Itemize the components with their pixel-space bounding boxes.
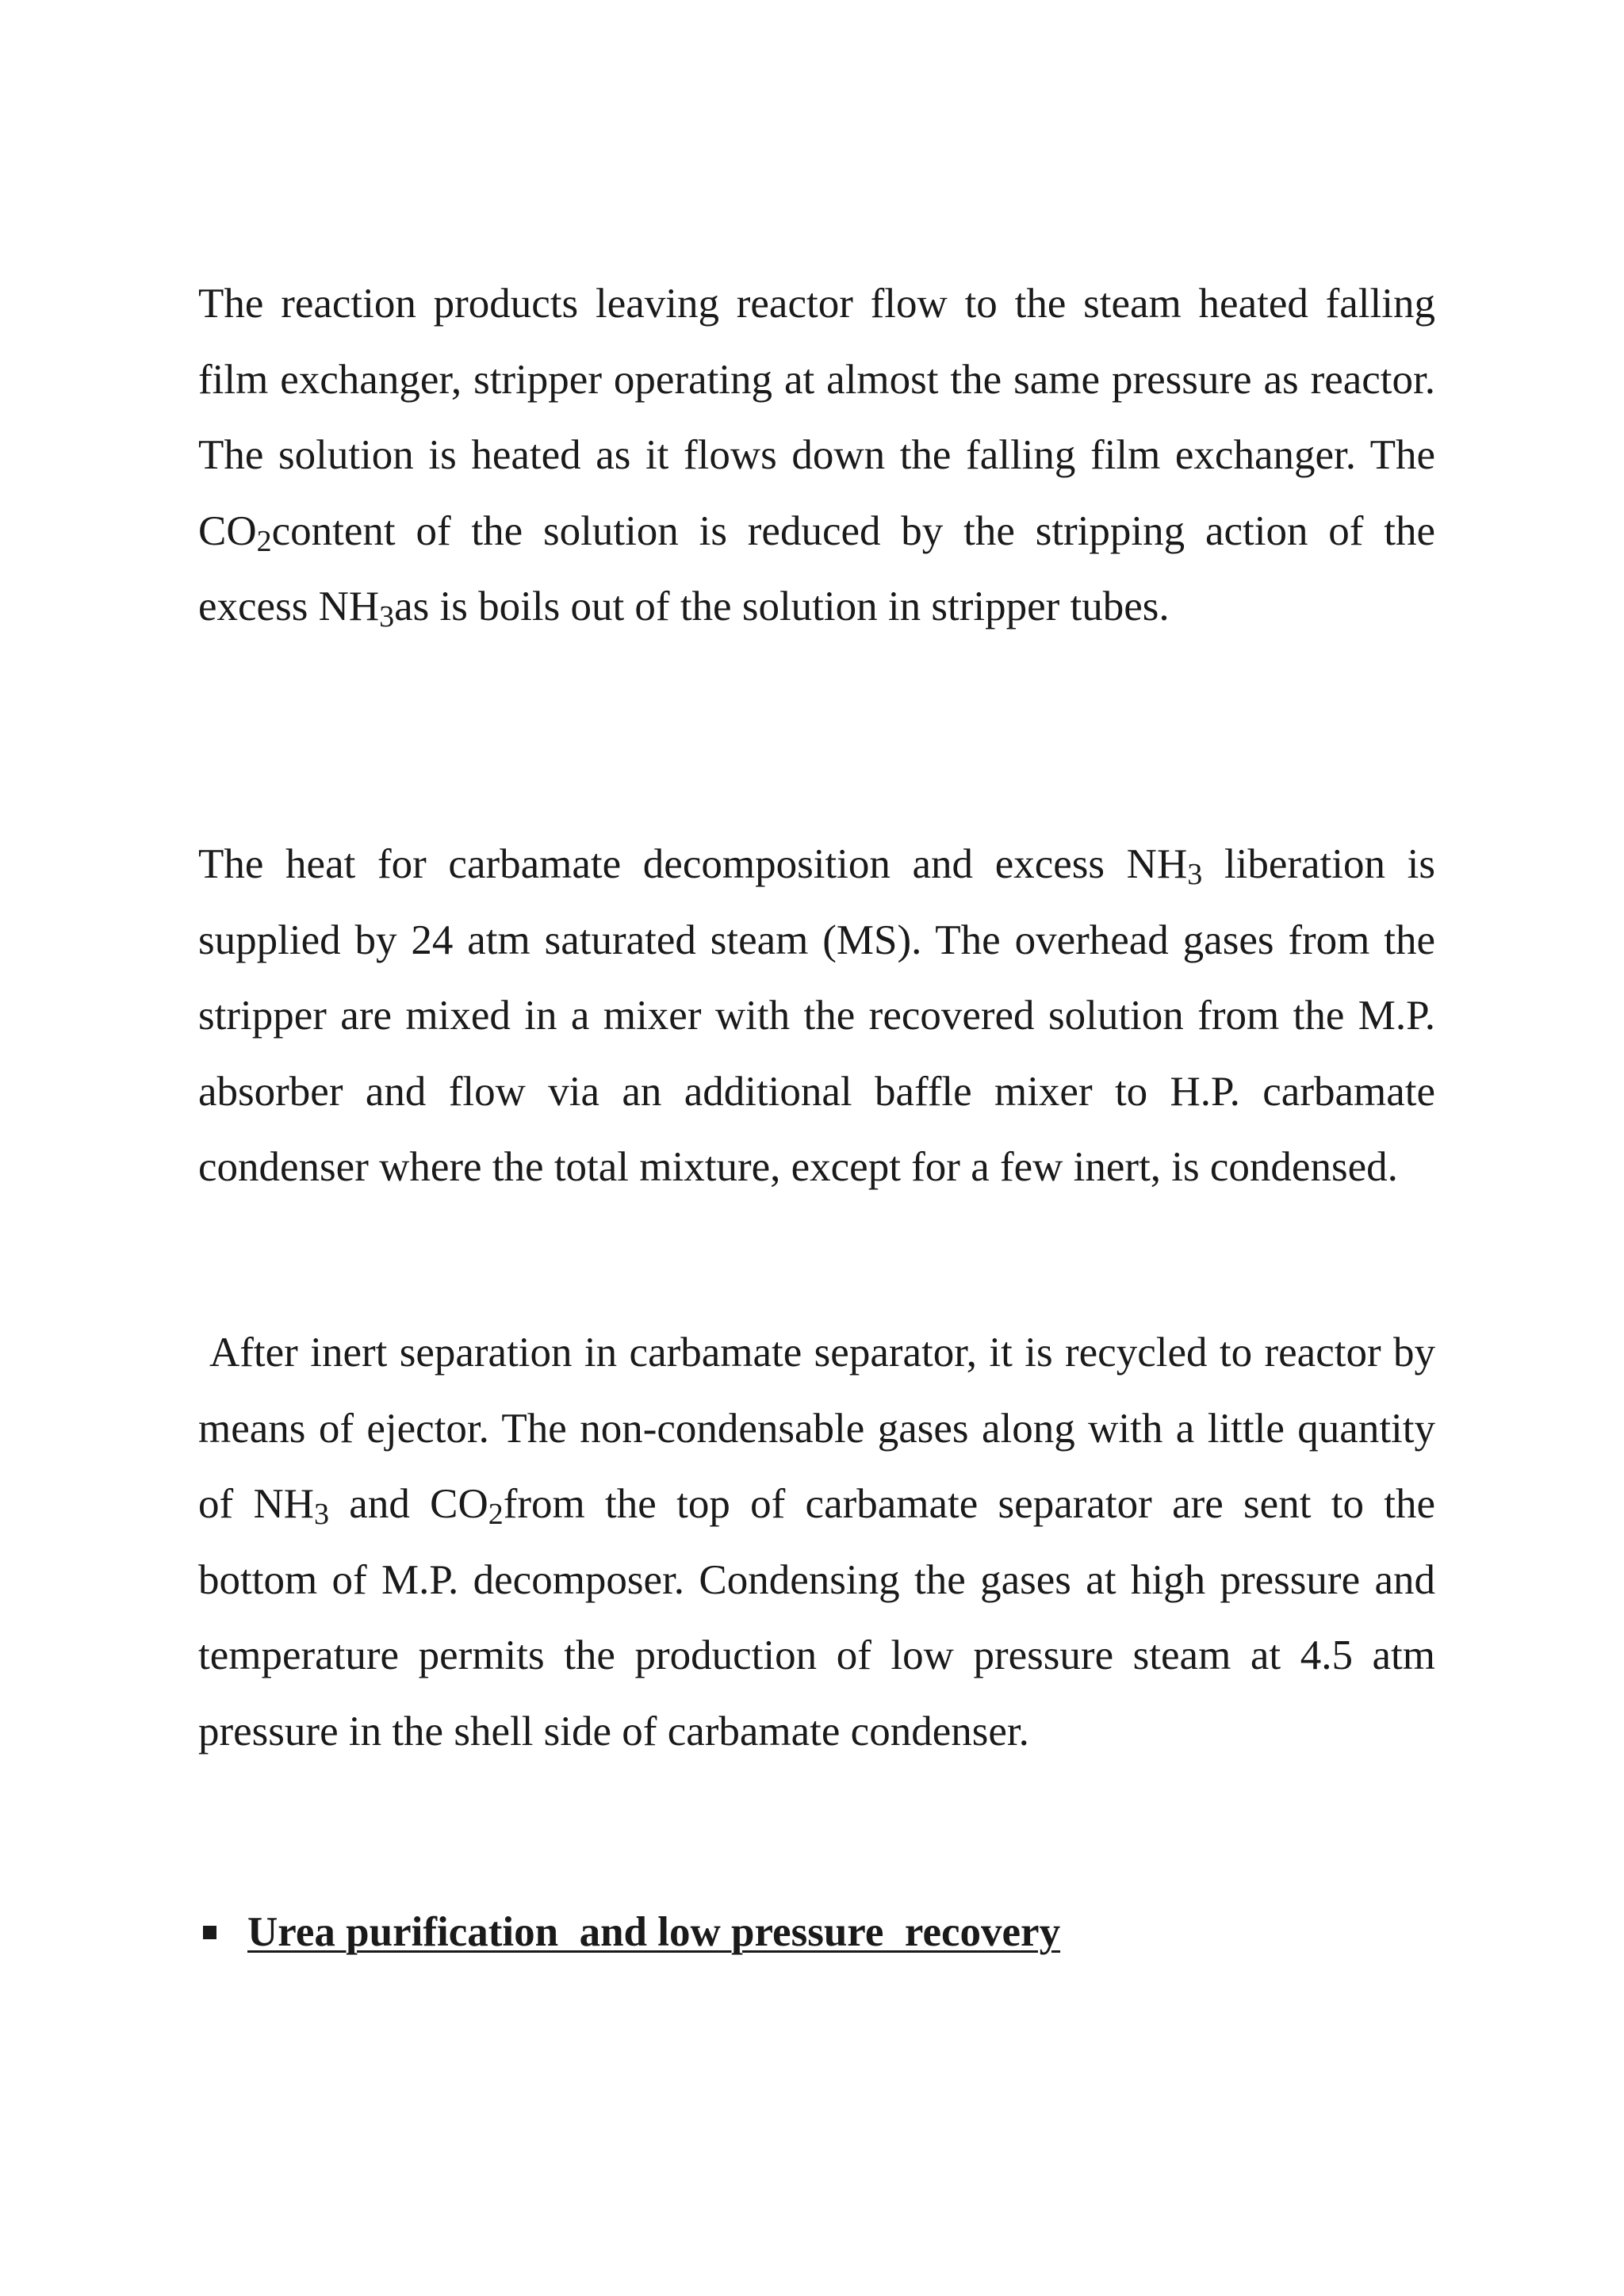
subscript: 3 bbox=[1187, 858, 1203, 891]
text-run: After inert separation in carbamate separator, it is recycled to reactor by means of ejector. The non-condensable gases along with a little quantity of NH bbox=[198, 1330, 1435, 1527]
paragraph-stripper bbox=[198, 266, 1435, 645]
subscript: 3 bbox=[379, 600, 395, 633]
text-run: as is boils out of the solution in stripper tubes. bbox=[394, 584, 1170, 629]
paragraph-inert-separation bbox=[198, 1315, 1435, 1770]
section-heading bbox=[198, 1896, 1308, 1968]
section-heading-text: Urea purification and low pressure recovery bbox=[247, 1909, 1061, 1955]
text-run: content of the solution is reduced by the stripping action of the excess NH bbox=[198, 507, 1435, 629]
paragraph-carbamate-decomposition bbox=[198, 827, 1435, 1206]
square-bullet-icon bbox=[203, 1926, 216, 1939]
text-run: liberation is supplied by 24 atm saturated steam (MS). The overhead gases from the stripper are mixed in a mixer with the recovered solution from the M.P. absorber and flow via an additional baffle mixer to H.P. carbamate condenser where the total mixture, except for a few inert, is condensed. bbox=[198, 841, 1435, 1190]
subscript: 3 bbox=[314, 1498, 329, 1531]
subscript: 2 bbox=[256, 524, 272, 558]
text-run: from the top of carbamate separator are sent to the bottom of M.P. decomposer. Condensing the gases at high pressure and temperature permits the production of low pressure steam at 4.5 atm pressure in the shell side of carbamate condenser. bbox=[198, 1481, 1435, 1755]
text-run: and CO bbox=[329, 1481, 488, 1527]
text-run: The heat for carbamate decomposition and excess NH bbox=[198, 841, 1188, 887]
text-run: The reaction products leaving reactor flow to the steam heated falling film exchanger, stripper operating at almost the same pressure as reactor. The solution is heated as it flows down the falling film exchanger. The CO bbox=[198, 281, 1435, 554]
subscript: 2 bbox=[488, 1498, 504, 1531]
